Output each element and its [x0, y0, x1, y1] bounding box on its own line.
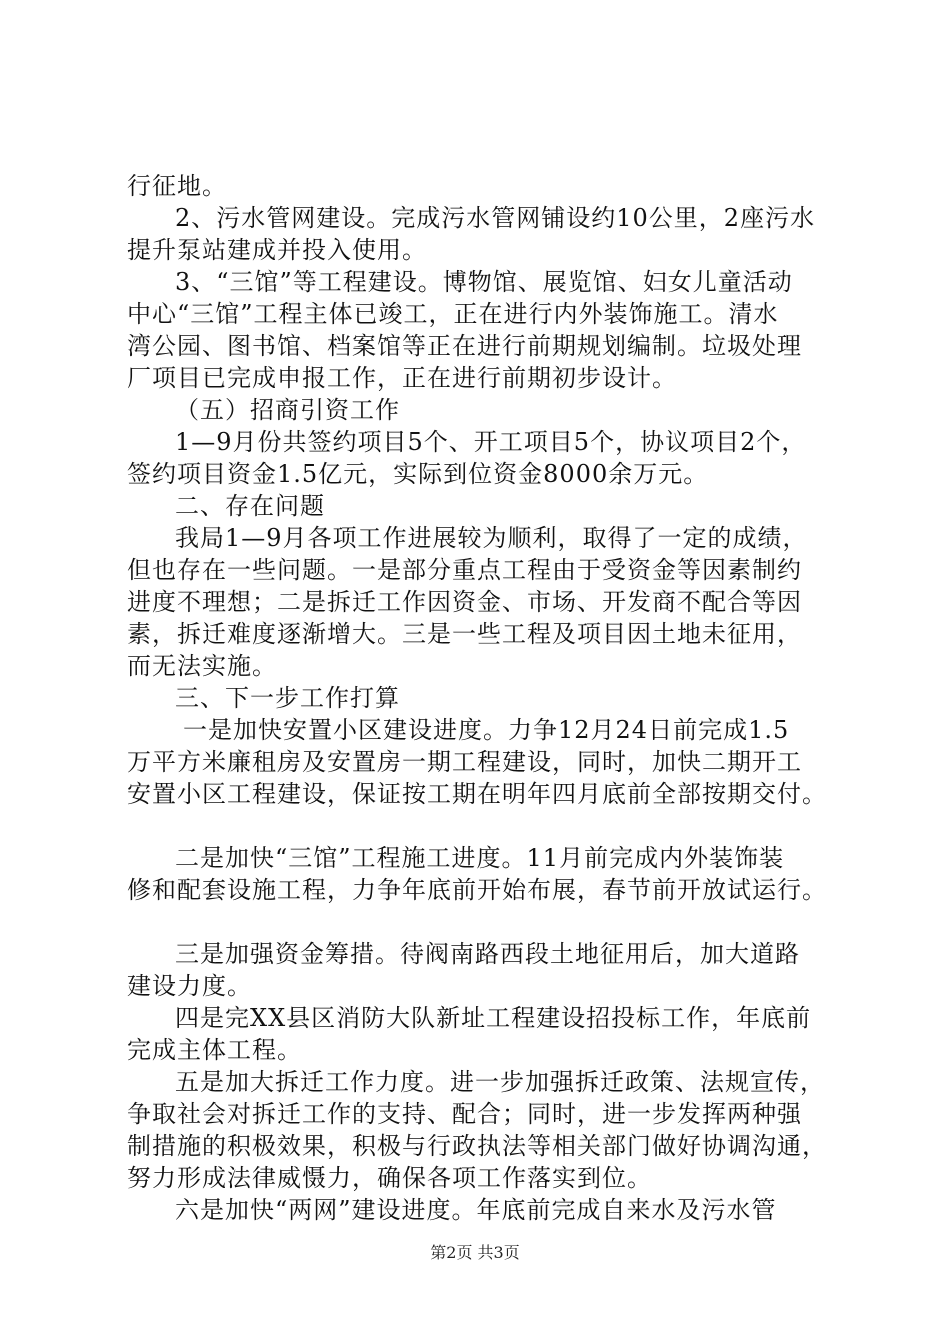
page-footer: 第2页 共3页: [430, 1243, 520, 1262]
text-line: 三是加强资金筹措。待阀南路西段土地征用后，加大道路: [175, 940, 800, 968]
text-line: 争取社会对拆迁工作的支持、配合；同时，进一步发挥两种强: [127, 1100, 802, 1128]
text-line: 万平方米廉租房及安置房一期工程建设，同时，加快二期开工: [127, 748, 802, 776]
section-heading: 二、存在问题: [175, 492, 325, 520]
text-line: 一是加快安置小区建设进度。力争12月24日前完成1.5: [183, 716, 790, 744]
text-line: 素，拆迁难度逐渐增大。三是一些工程及项目因土地未征用，: [127, 620, 802, 648]
section-heading: （五）招商引资工作: [175, 396, 400, 424]
text-line: 但也存在一些问题。一是部分重点工程由于受资金等因素制约: [127, 556, 802, 584]
text-line: 厂项目已完成申报工作，正在进行前期初步设计。: [127, 364, 677, 392]
text-line: 进度不理想；二是拆迁工作因资金、市场、开发商不配合等因: [127, 588, 802, 616]
text-line: 湾公园、图书馆、档案馆等正在进行前期规划编制。垃圾处理: [127, 332, 802, 360]
document-body: [127, 170, 847, 1226]
text-line: 努力形成法律威慑力，确保各项工作落实到位。: [127, 1164, 652, 1192]
text-line: 安置小区工程建设，保证按工期在明年四月底前全部按期交付。: [127, 780, 827, 808]
text-line: 行征地。: [127, 172, 227, 200]
text-line: 而无法实施。: [127, 652, 277, 680]
text-line: 二是加快“三馆”工程施工进度。11月前完成内外装饰装: [175, 844, 785, 872]
text-line: 五是加大拆迁工作力度。进一步加强拆迁政策、法规宣传，: [175, 1068, 825, 1096]
text-line: 签约项目资金1.5亿元，实际到位资金8000余万元。: [127, 460, 709, 488]
section-heading: 三、下一步工作打算: [175, 684, 400, 712]
text-line: 我局1—9月各项工作进展较为顺利，取得了一定的成绩，: [175, 524, 808, 552]
text-line: 四是完XX县区消防大队新址工程建设招投标工作，年底前: [175, 1004, 812, 1032]
text-line: 中心“三馆”工程主体已竣工，正在进行内外装饰施工。清水: [127, 300, 779, 328]
text-line: 1—9月份共签约项目5个、开工项目5个，协议项目2个，: [175, 428, 807, 456]
text-line: 2、污水管网建设。完成污水管网铺设约10公里，2座污水: [175, 204, 816, 232]
text-line: 六是加快“两网”建设进度。年底前完成自来水及污水管: [175, 1196, 777, 1224]
blank-line: [127, 906, 847, 938]
text-line: 修和配套设施工程，力争年底前开始布展，春节前开放试运行。: [127, 876, 827, 904]
blank-line: [127, 810, 847, 842]
text-line: 完成主体工程。: [127, 1036, 302, 1064]
text-line: 3、“三馆”等工程建设。博物馆、展览馆、妇女儿童活动: [175, 268, 793, 296]
text-line: 提升泵站建成并投入使用。: [127, 236, 427, 264]
text-line: 建设力度。: [127, 972, 252, 1000]
text-line: 制措施的积极效果，积极与行政执法等相关部门做好协调沟通，: [127, 1132, 827, 1160]
